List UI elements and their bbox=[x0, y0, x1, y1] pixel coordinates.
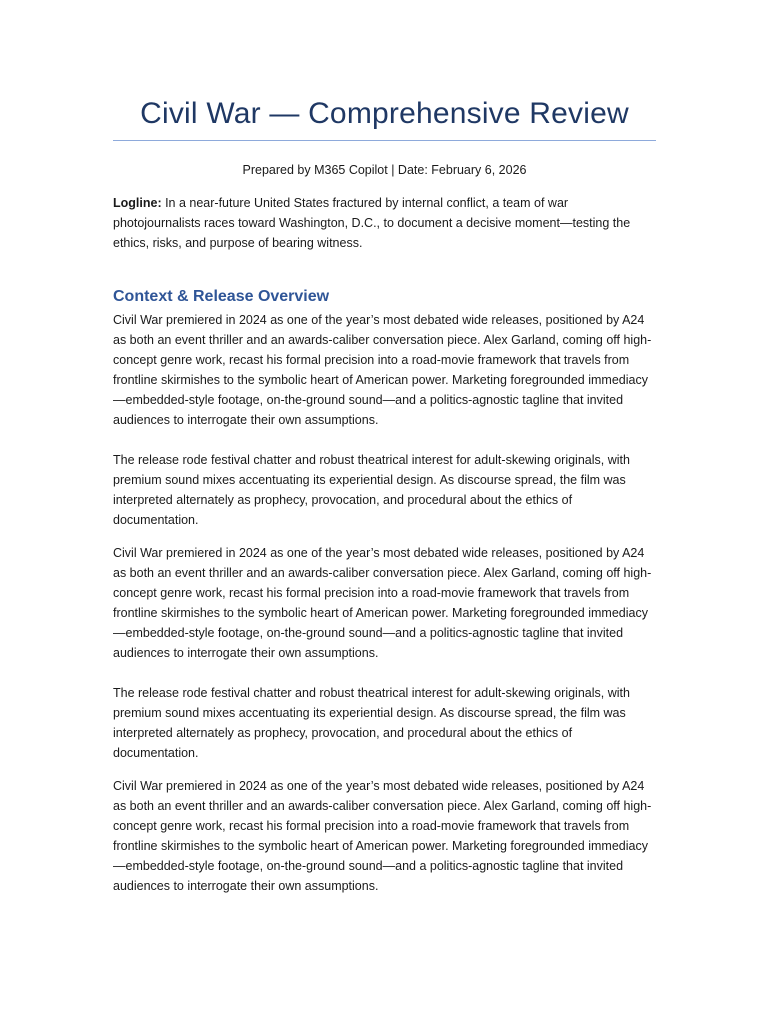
logline-label: Logline: bbox=[113, 196, 162, 210]
document-title: Civil War — Comprehensive Review bbox=[140, 97, 629, 130]
body-paragraph: Civil War premiered in 2024 as one of the year’s most debated wide releases, positioned by A24 as both an event thriller and an awards-caliber conversation piece. Alex Garland, coming off high-concept genre work, recast his formal precision into a road-movie framework that travels from frontline skirmishes to the symbolic heart of American power. Marketing foregrounded immediacy—embedded-style footage, on-the-ground sound—and a politics-agnostic tagline that invited audiences to interrogate their own assumptions. bbox=[113, 313, 652, 427]
body-paragraph: The release rode festival chatter and robust theatrical interest for adult-skewing originals, with premium sound mixes accentuating its experiential design. As discourse spread, the film was interpreted alternately as prophecy, provocation, and procedural about the ethics of documentation. bbox=[113, 686, 630, 760]
logline-paragraph bbox=[113, 193, 656, 253]
body-paragraph: The release rode festival chatter and robust theatrical interest for adult-skewing originals, with premium sound mixes accentuating its experiential design. As discourse spread, the film was interpreted alternately as prophecy, provocation, and procedural about the ethics of documentation. bbox=[113, 453, 630, 527]
logline-text: In a near-future United States fractured by internal conflict, a team of war photojournalists races toward Washington, D.C., to document a decisive moment—testing the ethics, risks, and purpose of bearing witness. bbox=[113, 196, 631, 250]
title-underline-rule bbox=[113, 140, 656, 141]
body-paragraph: Civil War premiered in 2024 as one of the year’s most debated wide releases, positioned by A24 as both an event thriller and an awards-caliber conversation piece. Alex Garland, coming off high-concept genre work, recast his formal precision into a road-movie framework that travels from frontline skirmishes to the symbolic heart of American power. Marketing foregrounded immediacy—embedded-style footage, on-the-ground sound—and a politics-agnostic tagline that invited audiences to interrogate their own assumptions. bbox=[113, 546, 652, 660]
document-page bbox=[113, 0, 656, 896]
body-paragraph: Civil War premiered in 2024 as one of the year’s most debated wide releases, positioned by A24 as both an event thriller and an awards-caliber conversation piece. Alex Garland, coming off high-concept genre work, recast his formal precision into a road-movie framework that travels from frontline skirmishes to the symbolic heart of American power. Marketing foregrounded immediacy—embedded-style footage, on-the-ground sound—and a politics-agnostic tagline that invited audiences to interrogate their own assumptions. bbox=[113, 779, 652, 893]
section-heading-context-release: Context & Release Overview bbox=[113, 288, 330, 305]
document-byline: Prepared by M365 Copilot | Date: February 6, 2026 bbox=[242, 163, 527, 177]
